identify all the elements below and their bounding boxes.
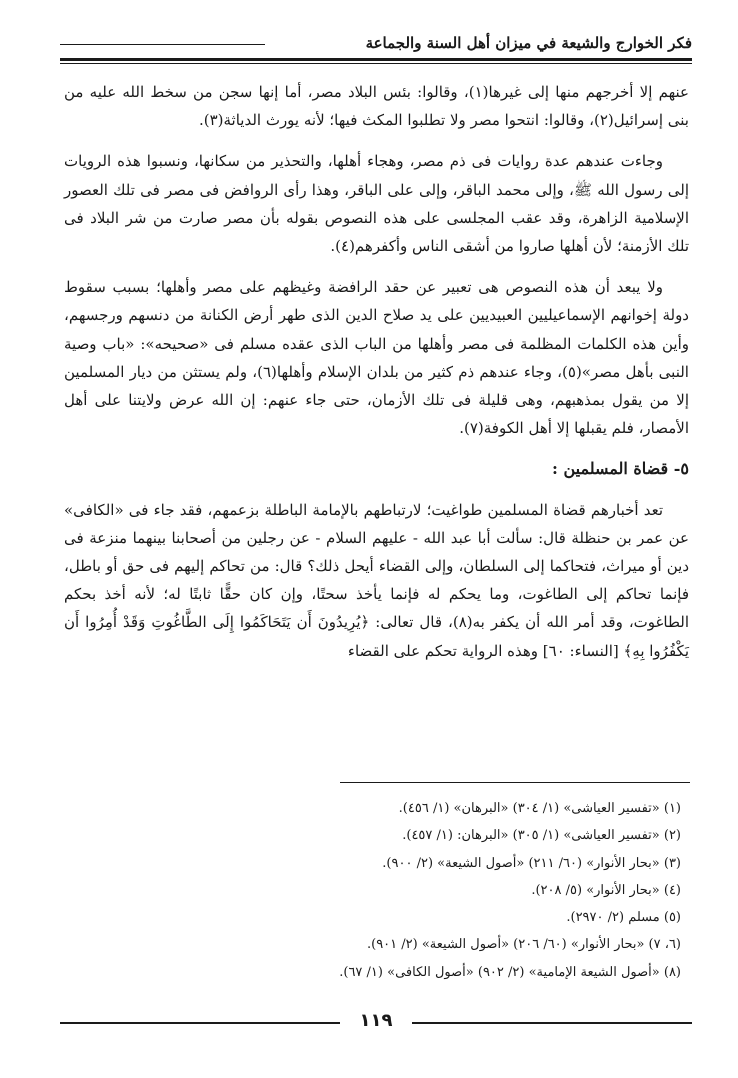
footnotes <box>64 795 689 986</box>
paragraph-2: وجاءت عندهم عدة روايات فى ذم مصر، وهجاء أهلها، والتحذير من سكانها، ونسبوا هذه الرويات إلى رسول الله ﷺ، وإلى محمد الباقر، وإلى على الباقر، وهذا رأى الروافض فى مصر فى تلك العصور الإسلامية الزاهرة، وقد عقب المجلسى على هذه النصوص بقوله بأن مصر صارت من شر البلاد فى تلك الأزمنة؛ لأن أهلها صاروا من أشقى الناس وأكفرهم(٤). <box>64 152 689 256</box>
header-line <box>60 44 265 45</box>
paragraph-4: تعد أخبارهم قضاة المسلمين طواغيت؛ لارتباطهم بالإمامة الباطلة بزعمهم، فقد جاء فى «الكافى» عن عمر بن حنظلة قال: سألت أبا عبد الله - عليهم السلام - عن رجلين من أصحابنا بينهما منزعة فى دين أو ميراث، فتحاكما إلى السلطان، وإلى القضاء أيحل ذلك؟ قال: من تحاكم إليهم فى حق أو باطل، فإنما تحاكم إلى الطاغوت، وما يحكم له فإنما يأخذ سحتًا، وإن كان حقًّا ثابتًا له؛ لأنه أخذ بحكم الطاغوت، وقد أمر الله أن يكفر به(٨)، قال تعالى: ﴿يُرِيدُونَ أَن يَتَحَاكَمُوا إِلَى الطَّاغُوتِ وَقَدْ أُمِرُوا أَن يَكْفُرُوا بِهِ﴾ [النساء: ٦٠] وهذه الرواية تحكم على القضاء <box>64 500 689 660</box>
paragraph-1: عنهم إلا أخرجهم منها إلى غيرها(١)، وقالوا: بئس البلاد مصر، أما إنها سجن من سخط الله عليه من بنى إسرائيل(٢)، وقالوا: انتحوا مصر ولا تطلبوا المكث فيها؛ لأنه يورث الدياثة(٣). <box>64 83 689 130</box>
page-footer <box>60 1010 692 1040</box>
footnote-1: (١) «تفسير العياشى» (١/ ٣٠٤) «البرهان» (١/ ٤٥٦). <box>398 801 681 816</box>
footnote-6-7: (٦، ٧) «بحار الأنوار» (٦٠/ ٢٠٦) «أصول الشيعة» (٢/ ٩٠١). <box>366 937 681 953</box>
header-rule-thin <box>60 63 692 64</box>
page-number: ١١٩ <box>359 1010 393 1031</box>
section-heading: ٥- قضاة المسلمين : <box>551 459 689 479</box>
footnote-3: (٣) «بحار الأنوار» (٦٠/ ٢١١) «أصول الشيعة» (٢/ ٩٠٠). <box>382 855 681 871</box>
header-title: فكر الخوارج والشيعة في ميزان أهل السنة والجماعة <box>365 34 692 52</box>
running-header <box>60 30 692 66</box>
header-rule-thick <box>60 58 692 61</box>
footnote-4: (٤) «بحار الأنوار» (٥/ ٢٠٨). <box>531 882 681 898</box>
footnote-5: (٥) مسلم (٢/ ٢٩٧٠). <box>566 910 681 926</box>
footnote-2: (٢) «تفسير العياشى» (١/ ٣٠٥) «البرهان: (١/ ٤٥٧). <box>402 828 681 844</box>
footer-rule-right <box>412 1022 692 1024</box>
footnote-separator <box>340 782 690 783</box>
paragraph-3: ولا يبعد أن هذه النصوص هى تعبير عن حقد الرافضة وغيظهم على مصر وأهلها؛ بسبب سقوط دولة إخوانهم الإسماعيليين العبيديين على يد صلاح الدين الذى طهر أرض الكنانة من دنسهم ورجسهم، وأين هذه الكلمات المظلمة فى مصر وأهلها من الباب الذى عقده مسلم فى «صحيحه»: «باب وصية النبى بأهل مصر»(٥)، وجاء عندهم ذم كثير من بلدان الإسلام وأهلها(٦)، ولم يستثن من ديار المسلمين إلا من يقول بمذهبهم، وهى قليلة فى تلك الأزمان، حتى جاء عنهم: إن الله عرض ولايتنا على أهل الأمصار، فلم يقبلها إلا أهل الكوفة(٧). <box>64 278 689 438</box>
footnote-8: (٨) «أصول الشيعة الإمامية» (٢/ ٩٠٢) «أصول الكافى» (١/ ٦٧). <box>339 964 681 980</box>
main-text <box>64 78 689 678</box>
